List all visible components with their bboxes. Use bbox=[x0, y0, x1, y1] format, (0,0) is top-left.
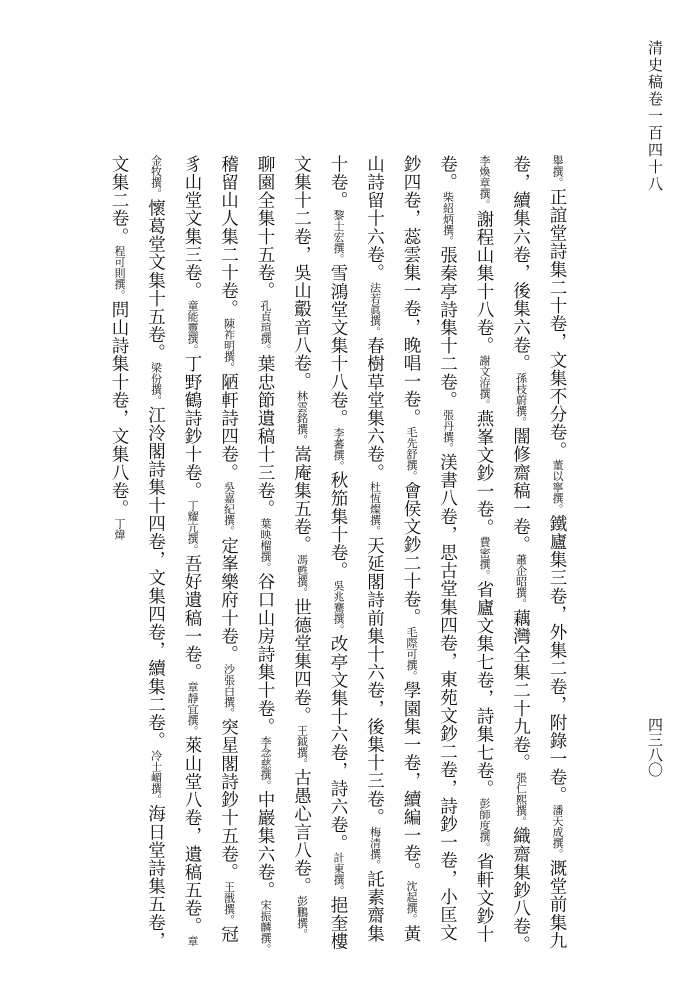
book-entry: 謝程山集十八卷。 bbox=[474, 210, 494, 355]
author-note: 章靜宜撰。 bbox=[186, 681, 199, 737]
book-entry: 江泠閣詩集十四卷，文集四卷，續集二卷。 bbox=[145, 405, 166, 750]
book-entry: 聊園全集十五卷。 bbox=[255, 155, 275, 300]
author-note: 張丹撰。 bbox=[441, 409, 455, 454]
book-entry: 春樹草堂集六卷。 bbox=[364, 336, 385, 482]
author-note: 法若眞撰。 bbox=[368, 281, 382, 337]
book-entry: 陋軒詩四卷。 bbox=[218, 372, 239, 482]
author-note: 李蕃撰。 bbox=[332, 427, 345, 472]
book-entry: 鐵廬集三卷，外集二卷，附錄一卷。 bbox=[547, 514, 567, 805]
author-note: 杜恆燦撰。 bbox=[368, 481, 382, 537]
book-entry: 秋笳集十卷。 bbox=[328, 471, 348, 580]
book-entry: 中巖集六卷。 bbox=[255, 790, 275, 900]
author-note: 王鉞撰。 bbox=[295, 724, 309, 769]
book-entry: 海日堂詩集五卷，文集二卷。 bbox=[109, 155, 166, 950]
author-note: 童能靈撰。 bbox=[186, 299, 199, 355]
running-title: 清史稿卷一百四十八 bbox=[646, 40, 664, 193]
book-entry: 溉堂前集九卷，續集六卷，後集六卷。 bbox=[510, 155, 567, 950]
author-note: 董以寧撰。 bbox=[551, 459, 564, 515]
author-note: 舉撰。 bbox=[551, 155, 564, 188]
book-entry: 燕峯文鈔一卷。 bbox=[474, 409, 494, 537]
author-note: 馮甦撰。 bbox=[295, 553, 309, 598]
page-number: 四三八〇 bbox=[646, 717, 664, 777]
book-entry: 張秦亭詩集十二卷。 bbox=[437, 246, 458, 410]
book-entry: 葉忠節遺稿十三卷。 bbox=[255, 354, 275, 518]
author-note: 沙張白撰。 bbox=[222, 663, 236, 719]
book-entry: 丁野鶴詩鈔十卷。 bbox=[182, 354, 202, 500]
author-note: 沈起撰。 bbox=[405, 880, 418, 925]
book-entry: 天延閣詩前集十六卷，後集十三卷。 bbox=[364, 536, 385, 827]
author-note: 孫枝蔚撰。 bbox=[514, 372, 528, 428]
author-note: 葉映榴撰。 bbox=[259, 517, 272, 573]
book-entry: 古愚心言八卷。 bbox=[291, 768, 312, 896]
book-entry: 渼書八卷，思古堂集四卷，東苑文鈔二卷，詩鈔一卷，小匡文鈔四卷，蕊雲集一卷，晚唱一卷。 bbox=[401, 155, 458, 942]
author-note: 王戩撰。 bbox=[222, 881, 236, 926]
book-entry: 挹奎樓文集十二卷，吳山鷇音八卷。 bbox=[291, 155, 348, 951]
author-note: 張仁熙撰。 bbox=[514, 771, 528, 827]
author-note: 吳兆騫撰。 bbox=[332, 579, 345, 635]
book-entry: 雪鴻堂文集十八卷。 bbox=[328, 264, 348, 428]
author-note: 李念慈撰。 bbox=[259, 735, 272, 791]
author-note: 黎士宏撰。 bbox=[332, 209, 345, 265]
book-entry: 省軒文鈔十卷。 bbox=[437, 155, 494, 944]
author-note: 計東撰。 bbox=[332, 852, 345, 897]
author-note: 冷士嵋撰。 bbox=[149, 749, 163, 805]
author-note: 梁份撰。 bbox=[149, 361, 163, 406]
book-entry: 闇修齋稿一卷。 bbox=[510, 427, 531, 554]
author-note: 章金牧撰。 bbox=[149, 155, 199, 947]
book-entry: 藕灣全集二十九卷。 bbox=[510, 608, 531, 772]
book-entry: 冠豸山堂文集三卷。 bbox=[182, 155, 239, 944]
author-note: 丁耀亢撰。 bbox=[186, 499, 199, 555]
book-entry: 世德堂集四卷。 bbox=[291, 597, 312, 725]
book-entry: 改亭文集十六卷，詩六卷。 bbox=[328, 634, 348, 853]
author-note: 彭師度撰。 bbox=[478, 797, 491, 853]
author-note: 程可則撰。 bbox=[113, 245, 126, 301]
book-entry: 吾好遺稿一卷。 bbox=[182, 554, 202, 682]
author-note: 丁煒 bbox=[113, 517, 126, 540]
author-note: 毛際可撰。 bbox=[405, 626, 418, 682]
book-entry: 會侯文鈔二十卷。 bbox=[401, 481, 421, 627]
book-entry: 省廬文集七卷，詩集七卷。 bbox=[474, 580, 494, 798]
book-entry: 正誼堂詩集二十卷，文集不分卷。 bbox=[547, 188, 567, 460]
author-note: 吳嘉紀撰。 bbox=[222, 481, 236, 537]
author-note: 毛先舒撰。 bbox=[405, 426, 418, 482]
author-note: 宋振麟撰。 bbox=[259, 899, 272, 955]
author-note: 費密撰。 bbox=[478, 536, 491, 581]
author-note: 林雲銘撰。 bbox=[295, 390, 309, 446]
author-note: 柴紹炳撰。 bbox=[441, 191, 455, 247]
author-note: 潘天成撰。 bbox=[551, 804, 564, 860]
book-entry: 黃山詩留十六卷。 bbox=[364, 155, 421, 943]
book-entry: 問山詩集十卷，文集八卷。 bbox=[109, 300, 129, 518]
author-note: 彭鵬撰。 bbox=[295, 895, 309, 940]
book-entry: 萊山堂八卷，遺稿五卷。 bbox=[182, 736, 202, 936]
book-entry: 谷口山房詩集十卷。 bbox=[255, 572, 275, 736]
book-entry: 織齋集鈔八卷。 bbox=[510, 826, 531, 954]
book-entry: 突星閣詩鈔十五卷。 bbox=[218, 718, 239, 882]
author-note: 李煥章撰。 bbox=[478, 155, 491, 210]
book-entry: 嵩庵集五卷。 bbox=[291, 445, 312, 554]
book-entry: 定峯樂府十卷。 bbox=[218, 536, 239, 664]
author-note: 梅清撰。 bbox=[368, 826, 382, 871]
body-text bbox=[109, 155, 575, 955]
author-note: 孔貞瑄撰。 bbox=[259, 299, 272, 355]
book-entry: 稽留山人集二十卷。 bbox=[218, 155, 239, 318]
author-note: 謝文洊撰。 bbox=[478, 354, 491, 410]
book-entry: 託素齋集十卷。 bbox=[328, 155, 385, 943]
book-entry: 學園集一卷，續編一卷。 bbox=[401, 681, 421, 881]
author-note: 蕭企昭撰。 bbox=[514, 553, 528, 609]
author-note: 陳祚明撰。 bbox=[222, 317, 236, 373]
book-entry: 懷葛堂文集十五卷。 bbox=[145, 199, 166, 362]
